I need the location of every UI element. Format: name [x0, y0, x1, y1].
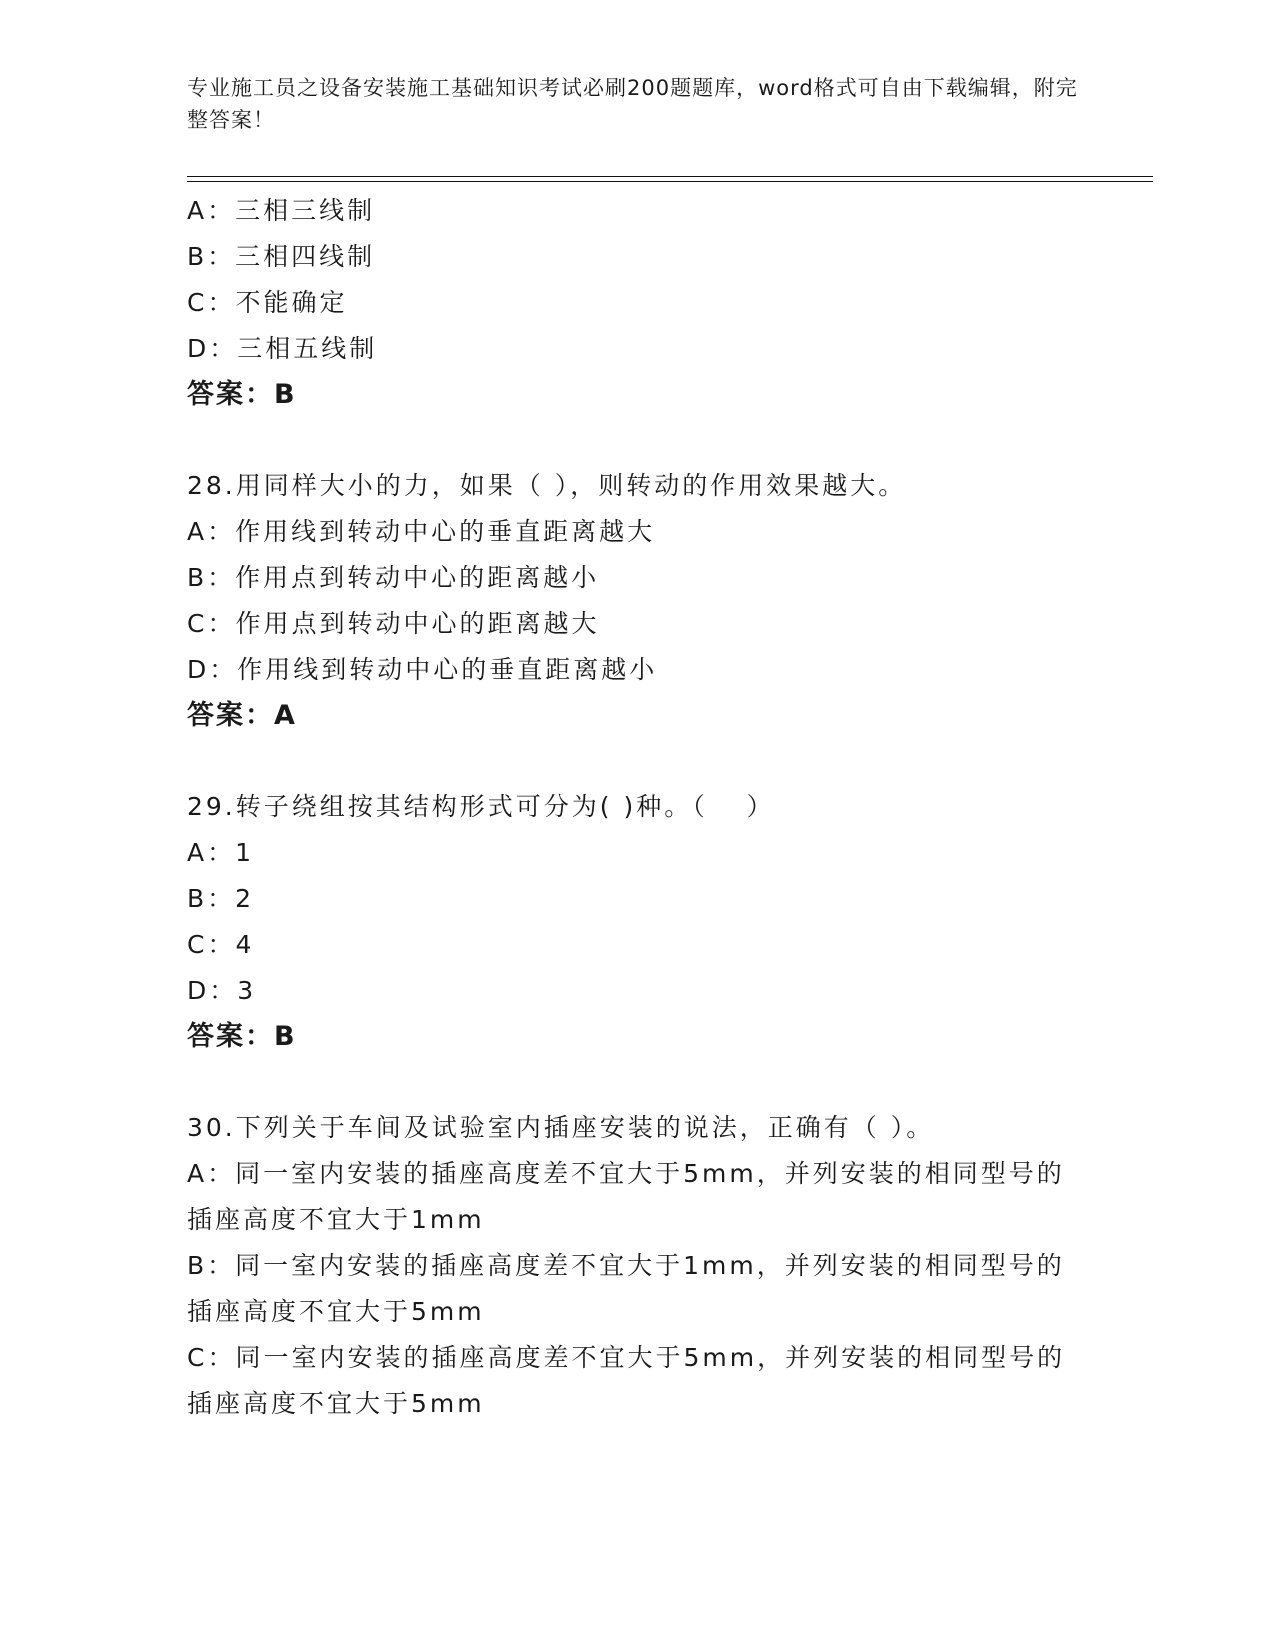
spacer — [187, 418, 1087, 463]
option-c: C：同一室内安装的插座高度差不宜大于5mm，并列安装的相同型号的插座高度不宜大于5mm — [187, 1343, 1066, 1418]
option-d: D：三相五线制 — [187, 334, 378, 363]
answer-line: 答案：A — [187, 700, 297, 731]
header-divider-top — [187, 176, 1153, 177]
answer-line: 答案：B — [187, 1021, 297, 1052]
option-c: C：作用点到转动中心的距离越大 — [187, 609, 600, 638]
question-28-block — [187, 463, 1087, 739]
question-text: 28.用同样大小的力，如果（ ），则转动的作用效果越大。 — [187, 471, 907, 500]
option-c: C：4 — [187, 930, 255, 959]
answer-line: 答案：B — [187, 379, 297, 410]
document-header: 专业施工员之设备安装施工基础知识考试必刷200题题库，word格式可自由下载编辑，附完整答案！ — [187, 76, 1078, 132]
option-a: A：作用线到转动中心的垂直距离越大 — [187, 517, 656, 546]
option-c: C：不能确定 — [187, 288, 348, 317]
option-b: B：三相四线制 — [187, 242, 376, 271]
option-b: B：作用点到转动中心的距离越小 — [187, 563, 600, 592]
spacer — [187, 739, 1087, 784]
option-d: D：3 — [187, 976, 257, 1005]
spacer — [187, 1060, 1087, 1105]
option-d: D：作用线到转动中心的垂直距离越小 — [187, 655, 658, 684]
option-a: A：三相三线制 — [187, 196, 376, 225]
question-30-block — [187, 1105, 1087, 1427]
header-divider-bottom — [187, 181, 1153, 182]
question-list — [187, 188, 1087, 1427]
question-27-block — [187, 188, 1087, 418]
option-b: B：同一室内安装的插座高度差不宜大于1mm，并列安装的相同型号的插座高度不宜大于5mm — [187, 1251, 1065, 1326]
option-a: A：同一室内安装的插座高度差不宜大于5mm，并列安装的相同型号的插座高度不宜大于1mm — [187, 1159, 1065, 1234]
question-text: 29.转子绕组按其结构形式可分为( )种。（ ） — [187, 792, 775, 821]
option-b: B：2 — [187, 884, 255, 913]
option-a: A：1 — [187, 838, 255, 867]
question-text: 30.下列关于车间及试验室内插座安装的说法，正确有（ ）。 — [187, 1113, 935, 1142]
question-29-block — [187, 784, 1087, 1060]
